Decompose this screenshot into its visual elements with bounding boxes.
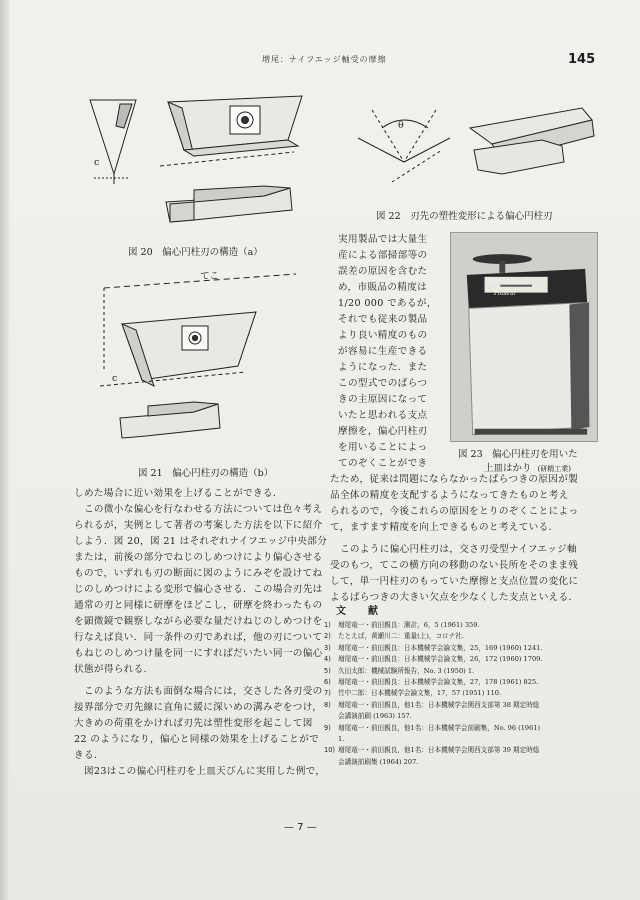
figure-22-caption: 図 22 刃先の塑性変形による偏心円柱刃 — [376, 211, 553, 222]
text-line: 受のもつ，てこの横方向の移動のない長所をそのまま残 — [330, 560, 579, 571]
text-line: この型式でのばらつ — [338, 378, 428, 389]
reference-item: 6) 増尾竜一・前田親良：日本機械学会論文集，27，178 (1961) 825. — [324, 678, 539, 687]
text-line: 摩擦を，偏心円柱刃 — [338, 426, 428, 437]
text-line: ようになった．また — [338, 362, 428, 373]
text-line: このような方法も面倒な場合には，交さした各刃受の — [74, 686, 323, 697]
text-line: られるので，今後これらの原因をとりのぞくことによっ — [330, 506, 579, 517]
text-line: を顕微鏡で観察しながら必要な量だけねじのしめつけを — [74, 616, 323, 627]
text-line: め，市販品の精度は — [338, 282, 428, 293]
text-line: して，単一円柱刃のもっていた摩擦と支点位置の変化に — [330, 576, 579, 587]
text-line: この微小な偏心を行なわせる方法については色々考え — [74, 504, 323, 515]
text-line: が容易に生産できる — [338, 346, 428, 357]
references-list — [324, 620, 624, 768]
left-column-text — [74, 486, 327, 780]
text-line: きる． — [74, 750, 104, 761]
figure-20-label-c: c — [94, 157, 100, 168]
reference-item: 3) 増尾竜一・前田親良：日本機械学会論文集，25，169 (1960) 1241. — [324, 643, 543, 652]
text-line: しよう．図 20，図 21 はそれぞれナイフエッジ中央部分 — [74, 536, 328, 547]
figure-20-caption: 図 20 偏心円柱刃の構造（a） — [128, 247, 263, 258]
figure-21-label-c: c — [112, 373, 118, 384]
text-line: じのしめつけによる変形で偏心させる．この場合刃先は — [74, 584, 323, 595]
figure-20-drawing — [84, 92, 314, 232]
text-line: てのぞくことができ — [338, 458, 428, 469]
text-line: よるばらつきの大きい欠点を少なくした支点といえる． — [330, 592, 579, 603]
figure-21-caption: 図 21 偏心円柱刃の構造（b） — [138, 468, 274, 479]
text-line: を用いることによっ — [338, 442, 428, 453]
scan-shadow-edge — [0, 0, 10, 900]
text-line: もねじのしめつけ量を同一にすればだいたい同一の偏心 — [74, 648, 323, 659]
text-line: しめた場合に近い効果を上げることができる． — [74, 488, 283, 499]
text-line: 産による部掃部等の — [338, 250, 428, 261]
reference-item: 会講演前刷集 (1964) 207. — [338, 757, 419, 766]
text-line: もので，いずれも刃の断面に図のようにみぞを設けてね — [74, 568, 323, 579]
reference-item: 1) 増尾竜一・前田親良：測計，6，5 (1961) 359. — [324, 621, 480, 629]
text-line: たため，従来は問題にならなかったばらつきの原因が製 — [330, 474, 579, 485]
text-line: 品全体の精度を支配するようになってきたものと考え — [330, 490, 569, 501]
text-line: られるが，実例として著者の考案した方法を以下に紹介 — [74, 520, 323, 531]
reference-item: 8) 増尾竜一・前田親良，他1名：日本機械学会関西支部第 38 期定時総 — [324, 700, 540, 709]
text-line: 誤差の原因を含むた — [338, 266, 428, 277]
footer-page-marker: — 7 — — [284, 822, 317, 833]
text-line: このように偏心円柱刃は，交さ刃受型ナイフエッジ軸 — [330, 544, 577, 555]
figure-23-credit: (研精工業) — [537, 465, 571, 473]
text-line: それでも従来の製品 — [338, 314, 428, 325]
text-line: 行なえば良い．同一条件の刃であれば，他の刃について — [74, 632, 323, 643]
text-line: 通常の刃と同様に研摩をほどこし，研摩を終わったもの — [74, 600, 323, 611]
text-line: 接界部分で刃先線に直角に緩に深いめの溝みぞをつけ， — [74, 702, 323, 713]
reference-item: 5) 久田太郎：機械試験所報告，No. 3 (1950) 1. — [324, 666, 475, 675]
reference-item: 10) 増尾竜一・前田親良，他1名：日本機械学会関西支部第 39 期定時総 — [324, 746, 540, 755]
text-line: または，前後の部分でねじのしめつけにより偏心させる — [74, 552, 323, 563]
text-line: 状態が得られる． — [74, 664, 154, 675]
text-line: きの主原因になって — [338, 394, 428, 405]
text-line: 1/20 000 であるが， — [338, 298, 437, 309]
reference-item: 会講演前刷 (1963) 157. — [338, 712, 412, 721]
figure-21-label-teko: てこ — [200, 271, 220, 282]
text-line: 大きめの荷重をかければ刃先は塑性変形を起こして図 — [74, 718, 313, 729]
right-column-text — [330, 472, 579, 606]
page-number: 145 — [568, 52, 596, 67]
figure-23-caption-title: 上皿はかり — [484, 463, 532, 474]
running-title: 増尾：ナイフエッジ軸受の摩擦 — [262, 55, 387, 64]
references-heading: 文 献 — [336, 606, 384, 617]
right-column-wrap-text — [338, 232, 437, 472]
reference-item: 7) 竹中二郎：日本機械学会論文集，17，57 (1951) 110. — [324, 689, 502, 698]
text-line: より良い精度のもの — [338, 330, 428, 341]
reference-item: 9) 増尾竜一・前田親良，他1名：日本機械学会前刷集，No. 96 (1961) — [324, 723, 541, 732]
text-line: 実用製品では大量生 — [338, 234, 428, 245]
text-line: て，ますます精度を向上できるものと考えている． — [330, 522, 559, 533]
figure-22-drawing — [352, 90, 602, 194]
figure-23-caption-line1: 図 23 偏心円柱刃を用いた — [458, 449, 578, 460]
figure-21-drawing — [96, 268, 314, 460]
reference-item: 1. — [338, 735, 345, 744]
figure-23-photo-brand: Poiseur — [494, 290, 517, 297]
figure-23-photo — [450, 232, 598, 442]
figure-23-photo-label: TOP-1200 — [486, 278, 520, 286]
reference-item: 4) 増尾竜一・前田親良：日本機械学会論文集，26，172 (1960) 1709. — [324, 655, 543, 664]
text-line: 図23はこの偏心円柱刃を上皿天びんに実用した例で， — [74, 766, 326, 777]
text-line: 22 のようになり，偏心と同様の効果を上げることがで — [74, 734, 320, 745]
text-line: いたと思われる支点 — [338, 410, 428, 421]
reference-item: 2) たとえば，黄瀬川二：重量(上)，コロナ社. — [324, 632, 464, 641]
figure-22-label-theta: θ — [398, 120, 404, 131]
